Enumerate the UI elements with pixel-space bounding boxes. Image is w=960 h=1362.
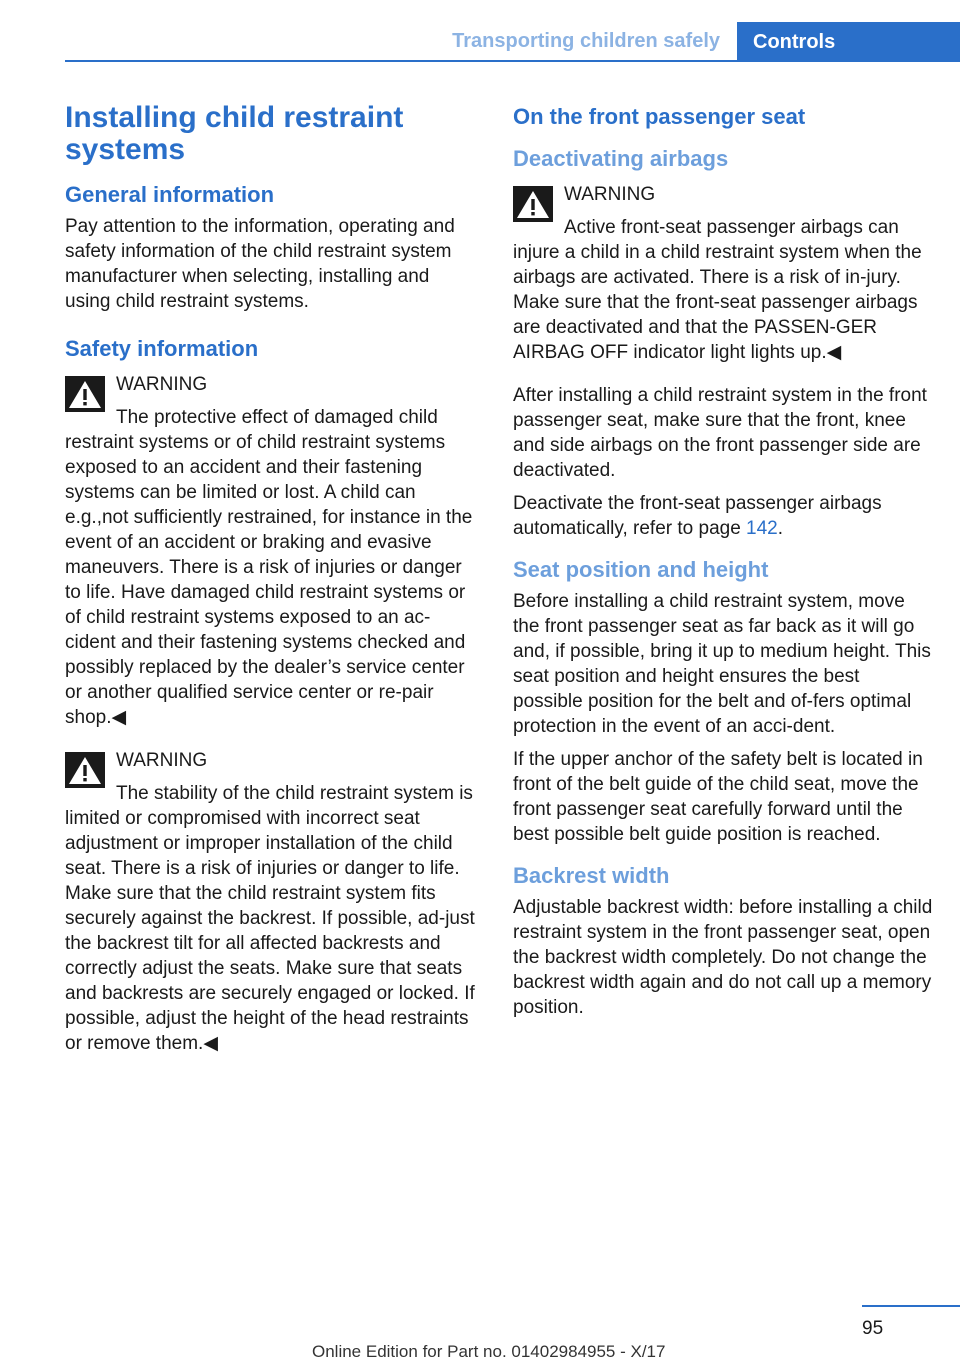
warning-block: [65, 748, 480, 1056]
deactivate-airbags-sentence: Deactivate the front-seat passenger airbags automatically, refer to page: [513, 493, 882, 539]
general-information-heading: General information: [65, 182, 275, 207]
page-header: [0, 0, 960, 62]
warning-block: [65, 372, 480, 730]
warning-title: WARNING: [564, 184, 656, 205]
header-section-title: Transporting children safely: [452, 30, 720, 52]
warning-triangle-icon: [513, 186, 553, 222]
deactivate-airbags-text: [513, 491, 933, 541]
backrest-width-heading: Backrest width: [513, 863, 670, 888]
right-column: [513, 100, 933, 1028]
header-divider: [65, 60, 960, 62]
page-title: Installing child restraint systems: [65, 101, 404, 166]
warning-text: The stability of the child restraint system is limited or compromised with incorrect seat adjustment or improper installation of the child seat. There is a risk of injuries or danger to life. Make sure that the child restraint system fits securely against the backrest. If possible, ad‐just the backrest tilt for all affected backrests and correctly adjust the seats. Make sure that seats and backrests are securely engaged or locked. If possible, adjust the height of the head restraints or remove them.◀: [65, 783, 475, 1054]
front-passenger-seat-heading: On the front passenger seat: [513, 104, 806, 129]
backrest-width-text: Adjustable backrest width: before installing a child restraint system in the front passenger seat, open the backrest width completely. Do not change the backrest width again and do not call up a memory position.: [513, 897, 933, 1018]
footer-divider: [862, 1305, 960, 1307]
warning-text: The protective effect of damaged child restraint systems or of child restraint systems exposed to an accident and their fastening systems can be limited or lost. A child can e.g.,not sufficiently restrained, for instance in the event of an accident or braking and evasive maneuvers. There is a risk of injuries or danger to life. Have damaged child restraint systems or of child restraint systems exposed to an ac‐cident and their fastening systems checked and possibly replaced by the dealer’s service center or another qualified service center or re‐pair shop.◀: [65, 407, 473, 728]
seat-anchor-text: If the upper anchor of the safety belt is located in front of the belt guide of the child seat, move the front passenger seat carefully forward until the best possible belt guide position is reached.: [513, 749, 923, 845]
warning-text: Active front-seat passenger airbags can injure a child in a child restraint system when the airbags are activated. There is a risk of in‐jury. Make sure that the front-seat passenger airbags are deactivated and that the PASSEN‐GER AIRBAG OFF indicator light lights up.◀: [513, 217, 922, 363]
general-information-text: Pay attention to the information, operating and safety information of the child restraint system manufacturer when selecting, installing and using child restraint systems.: [65, 216, 455, 312]
seat-position-text: Before installing a child restraint system, move the front passenger seat as far back as it will go and, if possible, bring it up to medium height. This seat position and height ensures the best possible position for the belt and of‐fers optimal protection in the event of an acci‐dent.: [513, 591, 931, 737]
page-number: 95: [862, 1318, 884, 1339]
safety-information-heading: Safety information: [65, 336, 259, 361]
warning-title: WARNING: [116, 374, 208, 395]
left-column: [65, 100, 480, 1074]
page-reference-link[interactable]: 142: [746, 518, 778, 539]
warning-block: [513, 182, 933, 365]
seat-position-heading: Seat position and height: [513, 557, 769, 582]
sentence-end: .: [777, 518, 784, 539]
after-install-text: After installing a child restraint system in the front passenger seat, make sure that the front, knee and side airbags on the front passenger side are deactivated.: [513, 385, 927, 481]
warning-triangle-icon: [65, 376, 105, 412]
warning-title: WARNING: [116, 750, 208, 771]
warning-triangle-icon: [65, 752, 105, 788]
deactivating-airbags-heading: Deactivating airbags: [513, 146, 729, 171]
footer-edition: Online Edition for Part no. 01402984955 - X/17: [312, 1342, 666, 1361]
header-tab-controls[interactable]: Controls: [737, 22, 960, 62]
